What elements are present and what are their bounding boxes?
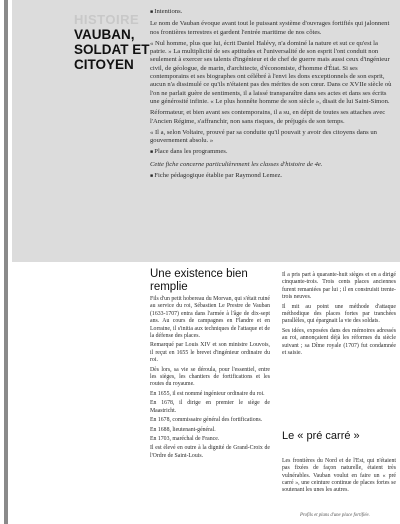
article-paragraph: Fils d'un petit hobereau du Morvan, qui s'était ruiné au service du roi, Sébastien Le Prestre de Vauban (1633-1707) entra dans l'armée à l'âge de dix-sept ans. Au cours de campagnes en Flandre et en Lorraine, il s'initia aux techniques de l'attaque et de la défense des places. [150, 296, 270, 340]
article-paragraph: En 1688, lieutenant-général. [150, 426, 216, 433]
intro-paragraph: « Nul homme, plus que lui, écrit Daniel Halévy, n'a dominé la nature et sut ce qu'est la patrie. » La multiplicité de ses aptitudes et l'universalité de son esprit l'ont conduit non seulement à exercer ses talents d'ingénieur et de chef de guerre mais aussi ceux d'ingénieur civil, de géologue, de marin, d'architecte, d'économiste, d'homme d'État. Si ses contemporains et ses biographes ont célébré à l'envi les dons exceptionnels de son esprit, aucun n'a dissimulé ce qu'ils n'étaient pas des mérites de son cœur. Dans ce XVIIe siècle où l'on ne parlait guère de sentiments, il a laissé transparaître dans ses actes et dans ses écrits une générosité infinie. « Le plus honnête homme de son siècle », disait de lui Saint-Simon. [150, 39, 392, 105]
article-column-right [282, 272, 396, 359]
article-paragraph: Dès lors, sa vie se déroula, pour l'essentiel, entre les sièges, les chantiers de fortifications et les routes du royaume. [150, 366, 270, 388]
author-credit: ■ Fiche pédagogique établie par Raymond Lemez. [150, 172, 396, 181]
article-paragraph: Il mit au point une méthode d'attaque méthodique des places fortes par tranchées parallèles, qui épargnait la vie des soldats. [282, 303, 396, 325]
section-title: Une existence bien remplie [150, 268, 248, 293]
subsection-title: Le « pré carré » [282, 430, 360, 442]
program-label: ■ Place dans les programmes. [150, 148, 396, 157]
article-paragraph: Remarqué par Louis XIV et son ministre Louvois, il reçut en 1655 le brevet d'ingénieur ordinaire du roi. [150, 342, 270, 364]
article-paragraph: En 1678, il dirige en premier le siège de Maastricht. [150, 400, 270, 414]
article-paragraph: En 1678, commissaire général des fortifications. [150, 417, 263, 424]
article-paragraph: En 1655, il est nommé ingénieur ordinaire du roi. [150, 390, 265, 397]
article-paragraph: Il est élevé en outre à la dignité de Grand-Croix de l'Ordre de Saint-Louis. [150, 445, 270, 459]
article-column-left [150, 296, 270, 462]
sidebar-rule [4, 0, 8, 524]
article-paragraph: En 1703, maréchal de France. [150, 435, 220, 442]
article-paragraph: Les frontières du Nord et de l'Est, qui n'étaient pas fixées de façon naturelle, étaient très vulnérables. Vauban voulut en faire un « pré carré », une ceinture continue de places fortes se soutenant les unes les autres. [282, 457, 396, 494]
intentions-label: ■ Intentions. [150, 8, 396, 17]
intro-paragraph: Réformateur, et bien avant ses contemporains, il a su, en dépit de toutes ses attaches avec l'Ancien Régime, s'affranchir, non sans risques, de préjugés de son temps. [150, 109, 386, 125]
program-note: Cette fiche concerne particulièrement les classes d'histoire de 4e. [150, 160, 323, 168]
intro-column [150, 8, 396, 184]
kicker: HISTOIRE [74, 12, 140, 27]
figure-caption: Profils et plans d'une place fortifiée. [300, 513, 370, 518]
page-title: VAUBAN, SOLDAT ET CITOYEN [74, 27, 150, 72]
article-column-right-lower [282, 452, 396, 501]
article-paragraph: Il a pris part à quarante-huit sièges et en a dirigé cinquante-trois. Trois cents places anciennes furent remaniées par lui ; il en construisit trente-trois neuves. [282, 272, 396, 301]
intro-paragraph: « Il a, selon Voltaire, prouvé par sa conduite qu'il pouvait y avoir des citoyens dans un gouvernement absolu. » [150, 128, 377, 145]
article-paragraph: Ses idées, exposées dans des mémoires adressés au roi, annonçaient déjà les réformes du siècle suivant ; sa Dîme royale (1707) fut condamnée et saisie. [282, 327, 396, 357]
intro-paragraph: Le nom de Vauban évoque avant tout le puissant système d'ouvrages fortifiés qui jalonnent nos frontières terrestres et gardent l'entrée maritime de nos côtes. [150, 20, 390, 36]
